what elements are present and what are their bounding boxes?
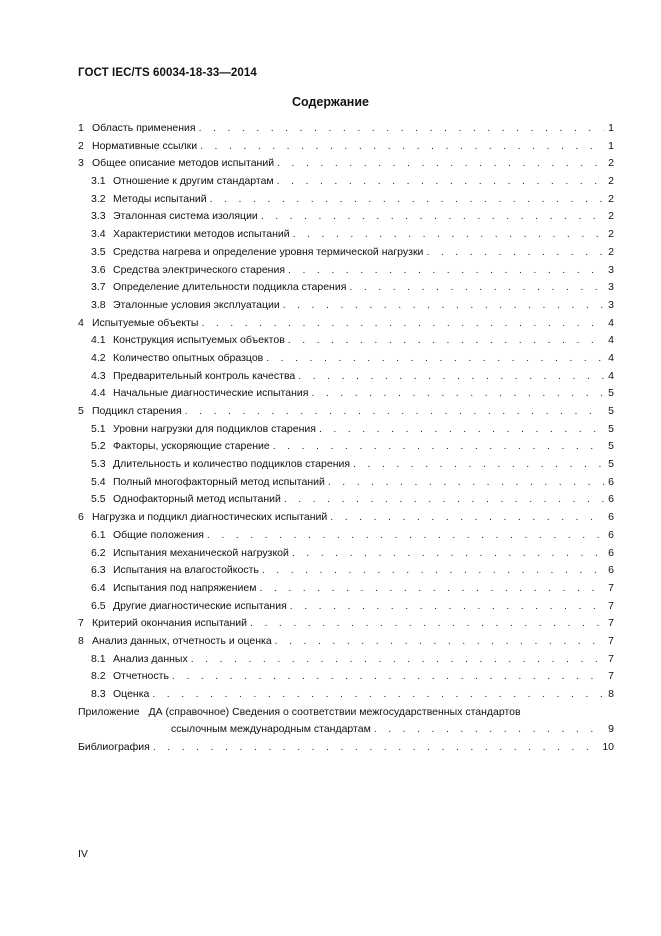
toc-entry-title: Средства нагрева и определение уровня термической нагрузки bbox=[113, 245, 424, 258]
toc-entry-number: 5 bbox=[78, 405, 84, 417]
toc-entry-number: 8.3 bbox=[91, 688, 106, 700]
toc-entry-number: 3 bbox=[78, 157, 84, 170]
dot-leader bbox=[275, 633, 604, 651]
appendix-title-line1: ДА (справочное) Сведения о соответствии межгосударственных стандартов bbox=[148, 705, 521, 718]
dot-leader bbox=[261, 208, 604, 226]
toc-entry-page: 4 bbox=[608, 369, 614, 382]
dot-leader bbox=[353, 456, 604, 474]
toc-entry-title: Длительность и количество подциклов старения bbox=[113, 458, 351, 471]
toc-entry-page: 5 bbox=[608, 405, 614, 417]
toc-entry-page: 8 bbox=[608, 688, 614, 700]
page-number: IV bbox=[78, 848, 88, 860]
dot-leader bbox=[250, 615, 604, 633]
toc-entry-title: Оценка bbox=[113, 688, 150, 700]
toc-entry-page: 7 bbox=[608, 670, 614, 683]
dot-leader bbox=[328, 474, 604, 492]
toc-subsection-entry[interactable] bbox=[78, 350, 614, 368]
toc-entry-title: Отчетность bbox=[113, 670, 169, 683]
toc-entry-page: 7 bbox=[608, 617, 614, 630]
toc-section-entry[interactable] bbox=[78, 120, 614, 138]
toc-entry-title: Количество опытных образцов bbox=[113, 351, 264, 364]
toc-section-entry[interactable] bbox=[78, 403, 614, 421]
toc-entry-number: 3.7 bbox=[91, 281, 106, 294]
toc-entry-title: Другие диагностические испытания bbox=[113, 599, 287, 612]
toc-subsection-entry[interactable] bbox=[78, 598, 614, 616]
dot-leader bbox=[259, 580, 604, 598]
toc-entry-page: 3 bbox=[608, 263, 614, 276]
toc-entry-number: 8.2 bbox=[91, 670, 106, 683]
dot-leader bbox=[283, 297, 604, 315]
toc-entry-title: Анализ данных bbox=[113, 652, 188, 665]
dot-leader bbox=[288, 262, 604, 280]
toc-entry-number: 5.5 bbox=[91, 493, 106, 506]
toc-entry-page: 7 bbox=[608, 652, 614, 665]
toc-entry-title: Испытуемые объекты bbox=[92, 316, 199, 329]
toc-entry-number: 5.4 bbox=[91, 475, 106, 488]
toc-entry-page: 2 bbox=[608, 192, 614, 205]
toc-entry-number: 3.2 bbox=[91, 192, 106, 205]
toc-entry-page: 5 bbox=[608, 458, 614, 471]
toc-subsection-entry[interactable] bbox=[78, 686, 614, 704]
toc-subsection-entry[interactable] bbox=[78, 438, 614, 456]
toc-subsection-entry[interactable] bbox=[78, 385, 614, 403]
dot-leader bbox=[201, 315, 604, 333]
dot-leader bbox=[153, 739, 599, 757]
toc-entry-title: Начальные диагностические испытания bbox=[113, 387, 309, 400]
dot-leader bbox=[262, 562, 604, 580]
toc-entry-title: Нагрузка и подцикл диагностических испытаний bbox=[92, 511, 328, 524]
dot-leader bbox=[311, 385, 604, 403]
toc-entry-title: Однофакторный метод испытаний bbox=[113, 493, 281, 506]
dot-leader bbox=[277, 173, 604, 191]
toc-section-entry[interactable] bbox=[78, 138, 614, 156]
toc-entry-page: 5 bbox=[608, 422, 614, 435]
toc-section-entry[interactable] bbox=[78, 315, 614, 333]
toc-entry-title: Общие положения bbox=[113, 528, 204, 541]
dot-leader bbox=[210, 191, 604, 209]
toc-entry-page: 7 bbox=[608, 581, 614, 594]
toc-entry-page: 2 bbox=[608, 228, 614, 241]
toc-subsection-entry[interactable] bbox=[78, 297, 614, 315]
toc-subsection-entry[interactable] bbox=[78, 668, 614, 686]
dot-leader bbox=[191, 651, 604, 669]
toc-subsection-entry[interactable] bbox=[78, 421, 614, 439]
toc-entry-number: 4.4 bbox=[91, 387, 106, 400]
toc-subsection-entry[interactable] bbox=[78, 244, 614, 262]
toc-subsection-entry[interactable] bbox=[78, 474, 614, 492]
appendix-page: 9 bbox=[608, 723, 614, 736]
dot-leader bbox=[374, 721, 604, 739]
toc-entry-number: 2 bbox=[78, 139, 84, 152]
toc-entry-title: Методы испытаний bbox=[113, 192, 207, 205]
toc-entry-title: Факторы, ускоряющие старение bbox=[113, 440, 270, 453]
dot-leader bbox=[266, 350, 604, 368]
toc-subsection-entry[interactable] bbox=[78, 262, 614, 280]
dot-leader bbox=[426, 244, 604, 262]
toc-entry-number: 1 bbox=[78, 122, 84, 134]
toc-entry-number: 6.2 bbox=[91, 546, 106, 559]
toc-subsection-entry[interactable] bbox=[78, 456, 614, 474]
toc-subsection-entry[interactable] bbox=[78, 562, 614, 580]
toc-entry-page: 6 bbox=[608, 511, 614, 524]
toc-subsection-entry[interactable] bbox=[78, 191, 614, 209]
toc-section-entry[interactable] bbox=[78, 155, 614, 173]
toc-entry-number: 5.1 bbox=[91, 422, 106, 435]
dot-leader bbox=[330, 509, 604, 527]
dot-leader bbox=[199, 120, 604, 138]
dot-leader bbox=[293, 226, 604, 244]
toc-entry-number: 3.5 bbox=[91, 245, 106, 258]
toc-subsection-entry[interactable] bbox=[78, 226, 614, 244]
toc-entry-title: Испытания механической нагрузкой bbox=[113, 546, 289, 559]
toc-entry-title: Общее описание методов испытаний bbox=[92, 157, 275, 170]
toc-entry-number: 6 bbox=[78, 511, 84, 524]
toc-entry-title: Эталонные условия эксплуатации bbox=[113, 298, 280, 311]
toc-entry-title: Отношение к другим стандартам bbox=[113, 175, 274, 188]
toc-subsection-entry[interactable] bbox=[78, 279, 614, 297]
toc-entry-number: 3.4 bbox=[91, 228, 106, 241]
toc-entry-title: Испытания на влагостойкость bbox=[113, 564, 259, 577]
toc-entry-number: 8.1 bbox=[91, 652, 106, 665]
toc-entry-number: 6.5 bbox=[91, 599, 106, 612]
toc-subsection-entry[interactable] bbox=[78, 527, 614, 545]
dot-leader bbox=[200, 138, 604, 156]
toc-entry-title: Анализ данных, отчетность и оценка bbox=[92, 634, 272, 647]
toc-subsection-entry[interactable] bbox=[78, 173, 614, 191]
toc-entry-page: 4 bbox=[608, 316, 614, 329]
toc-entry-number: 3.3 bbox=[91, 210, 106, 223]
toc-entry-title: Полный многофакторный метод испытаний bbox=[113, 475, 325, 488]
toc-entry-page: 2 bbox=[608, 157, 614, 170]
toc-entry-number: 4 bbox=[78, 316, 84, 329]
toc-entry-number: 3.8 bbox=[91, 298, 106, 311]
toc-entry-page: 3 bbox=[608, 298, 614, 311]
dot-leader bbox=[185, 403, 604, 421]
toc-subsection-entry[interactable] bbox=[78, 651, 614, 669]
toc-entry-number: 4.2 bbox=[91, 351, 106, 364]
bibliography-page: 10 bbox=[602, 741, 614, 754]
toc-entry-page: 4 bbox=[608, 351, 614, 364]
toc-entry-title: Критерий окончания испытаний bbox=[92, 617, 248, 630]
toc-entry-page: 7 bbox=[608, 634, 614, 647]
toc-section-entry[interactable] bbox=[78, 633, 614, 651]
toc-entry-page: 7 bbox=[608, 599, 614, 612]
toc-entry-number: 6.1 bbox=[91, 528, 106, 541]
toc-section-entry[interactable] bbox=[78, 509, 614, 527]
dot-leader bbox=[273, 438, 604, 456]
toc-entry-title: Средства электрического старения bbox=[113, 263, 286, 276]
toc-entry-number: 7 bbox=[78, 617, 84, 630]
toc-entry-number: 4.1 bbox=[91, 334, 106, 347]
toc-subsection-entry[interactable] bbox=[78, 368, 614, 386]
appendix-title-line2: ссылочным международным стандартам bbox=[171, 723, 371, 736]
toc-entry-number: 5.2 bbox=[91, 440, 106, 453]
toc-entry-page: 6 bbox=[608, 564, 614, 577]
toc-section-entry[interactable] bbox=[78, 615, 614, 633]
dot-leader bbox=[284, 491, 604, 509]
toc-entry-title: Предварительный контроль качества bbox=[113, 369, 296, 382]
toc-entry-page: 5 bbox=[608, 440, 614, 453]
toc-entry-title: Испытания под напряжением bbox=[113, 581, 257, 594]
toc-entries bbox=[78, 120, 614, 704]
toc-entry-page: 2 bbox=[608, 210, 614, 223]
toc-entry-title: Конструкция испытуемых объектов bbox=[113, 334, 285, 347]
appendix-label: Приложение bbox=[78, 705, 140, 718]
toc-entry-page: 2 bbox=[608, 175, 614, 188]
dot-leader bbox=[290, 598, 604, 616]
dot-leader bbox=[292, 545, 604, 563]
toc-entry-number: 6.3 bbox=[91, 564, 106, 577]
toc-entry-number: 5.3 bbox=[91, 458, 106, 471]
toc-entry-page: 1 bbox=[608, 139, 614, 152]
toc-bibliography[interactable] bbox=[78, 739, 614, 757]
dot-leader bbox=[172, 668, 604, 686]
dot-leader bbox=[277, 155, 604, 173]
toc-entry-title: Определение длительности подцикла старения bbox=[113, 281, 347, 294]
dot-leader bbox=[288, 332, 604, 350]
toc-subsection-entry[interactable] bbox=[78, 491, 614, 509]
toc-entry-page: 6 bbox=[608, 475, 614, 488]
toc-entry-page: 6 bbox=[608, 546, 614, 559]
toc-entry-page: 5 bbox=[608, 387, 614, 400]
toc-entry-number: 4.3 bbox=[91, 369, 106, 382]
toc-entry-title: Эталонная система изоляции bbox=[113, 210, 258, 223]
toc-entry-page: 6 bbox=[608, 528, 614, 541]
toc-entry-title: Область применения bbox=[92, 122, 196, 134]
toc-entry-number: 3.6 bbox=[91, 263, 106, 276]
dot-leader bbox=[319, 421, 604, 439]
toc-entry-title: Характеристики методов испытаний bbox=[113, 228, 290, 241]
toc-entry-number: 6.4 bbox=[91, 581, 106, 594]
toc-entry-number: 3.1 bbox=[91, 175, 106, 188]
toc-entry-title: Уровни нагрузки для подциклов старения bbox=[113, 422, 316, 435]
toc-entry-page: 3 bbox=[608, 281, 614, 294]
toc-entry-number: 8 bbox=[78, 634, 84, 647]
toc-entry-page: 1 bbox=[608, 122, 614, 134]
toc-entry-page: 6 bbox=[608, 493, 614, 506]
toc-entry-page: 4 bbox=[608, 334, 614, 347]
dot-leader bbox=[349, 279, 604, 297]
toc-title: Содержание bbox=[291, 95, 369, 109]
dot-leader bbox=[152, 686, 604, 704]
toc-subsection-entry[interactable] bbox=[78, 580, 614, 598]
dot-leader bbox=[207, 527, 604, 545]
toc-entry-title: Нормативные ссылки bbox=[92, 139, 198, 152]
bibliography-title: Библиография bbox=[78, 741, 150, 754]
toc-appendix-line2[interactable] bbox=[78, 721, 614, 739]
toc-appendix-line1[interactable] bbox=[78, 704, 614, 722]
toc-entry-page: 2 bbox=[608, 245, 614, 258]
toc-subsection-entry[interactable] bbox=[78, 208, 614, 226]
document-header: ГОСТ IEC/TS 60034-18-33—2014 bbox=[78, 67, 257, 79]
toc-subsection-entry[interactable] bbox=[78, 545, 614, 563]
dot-leader bbox=[298, 368, 604, 386]
table-of-contents bbox=[78, 120, 614, 757]
toc-entry-title: Подцикл старения bbox=[92, 405, 182, 417]
toc-subsection-entry[interactable] bbox=[78, 332, 614, 350]
